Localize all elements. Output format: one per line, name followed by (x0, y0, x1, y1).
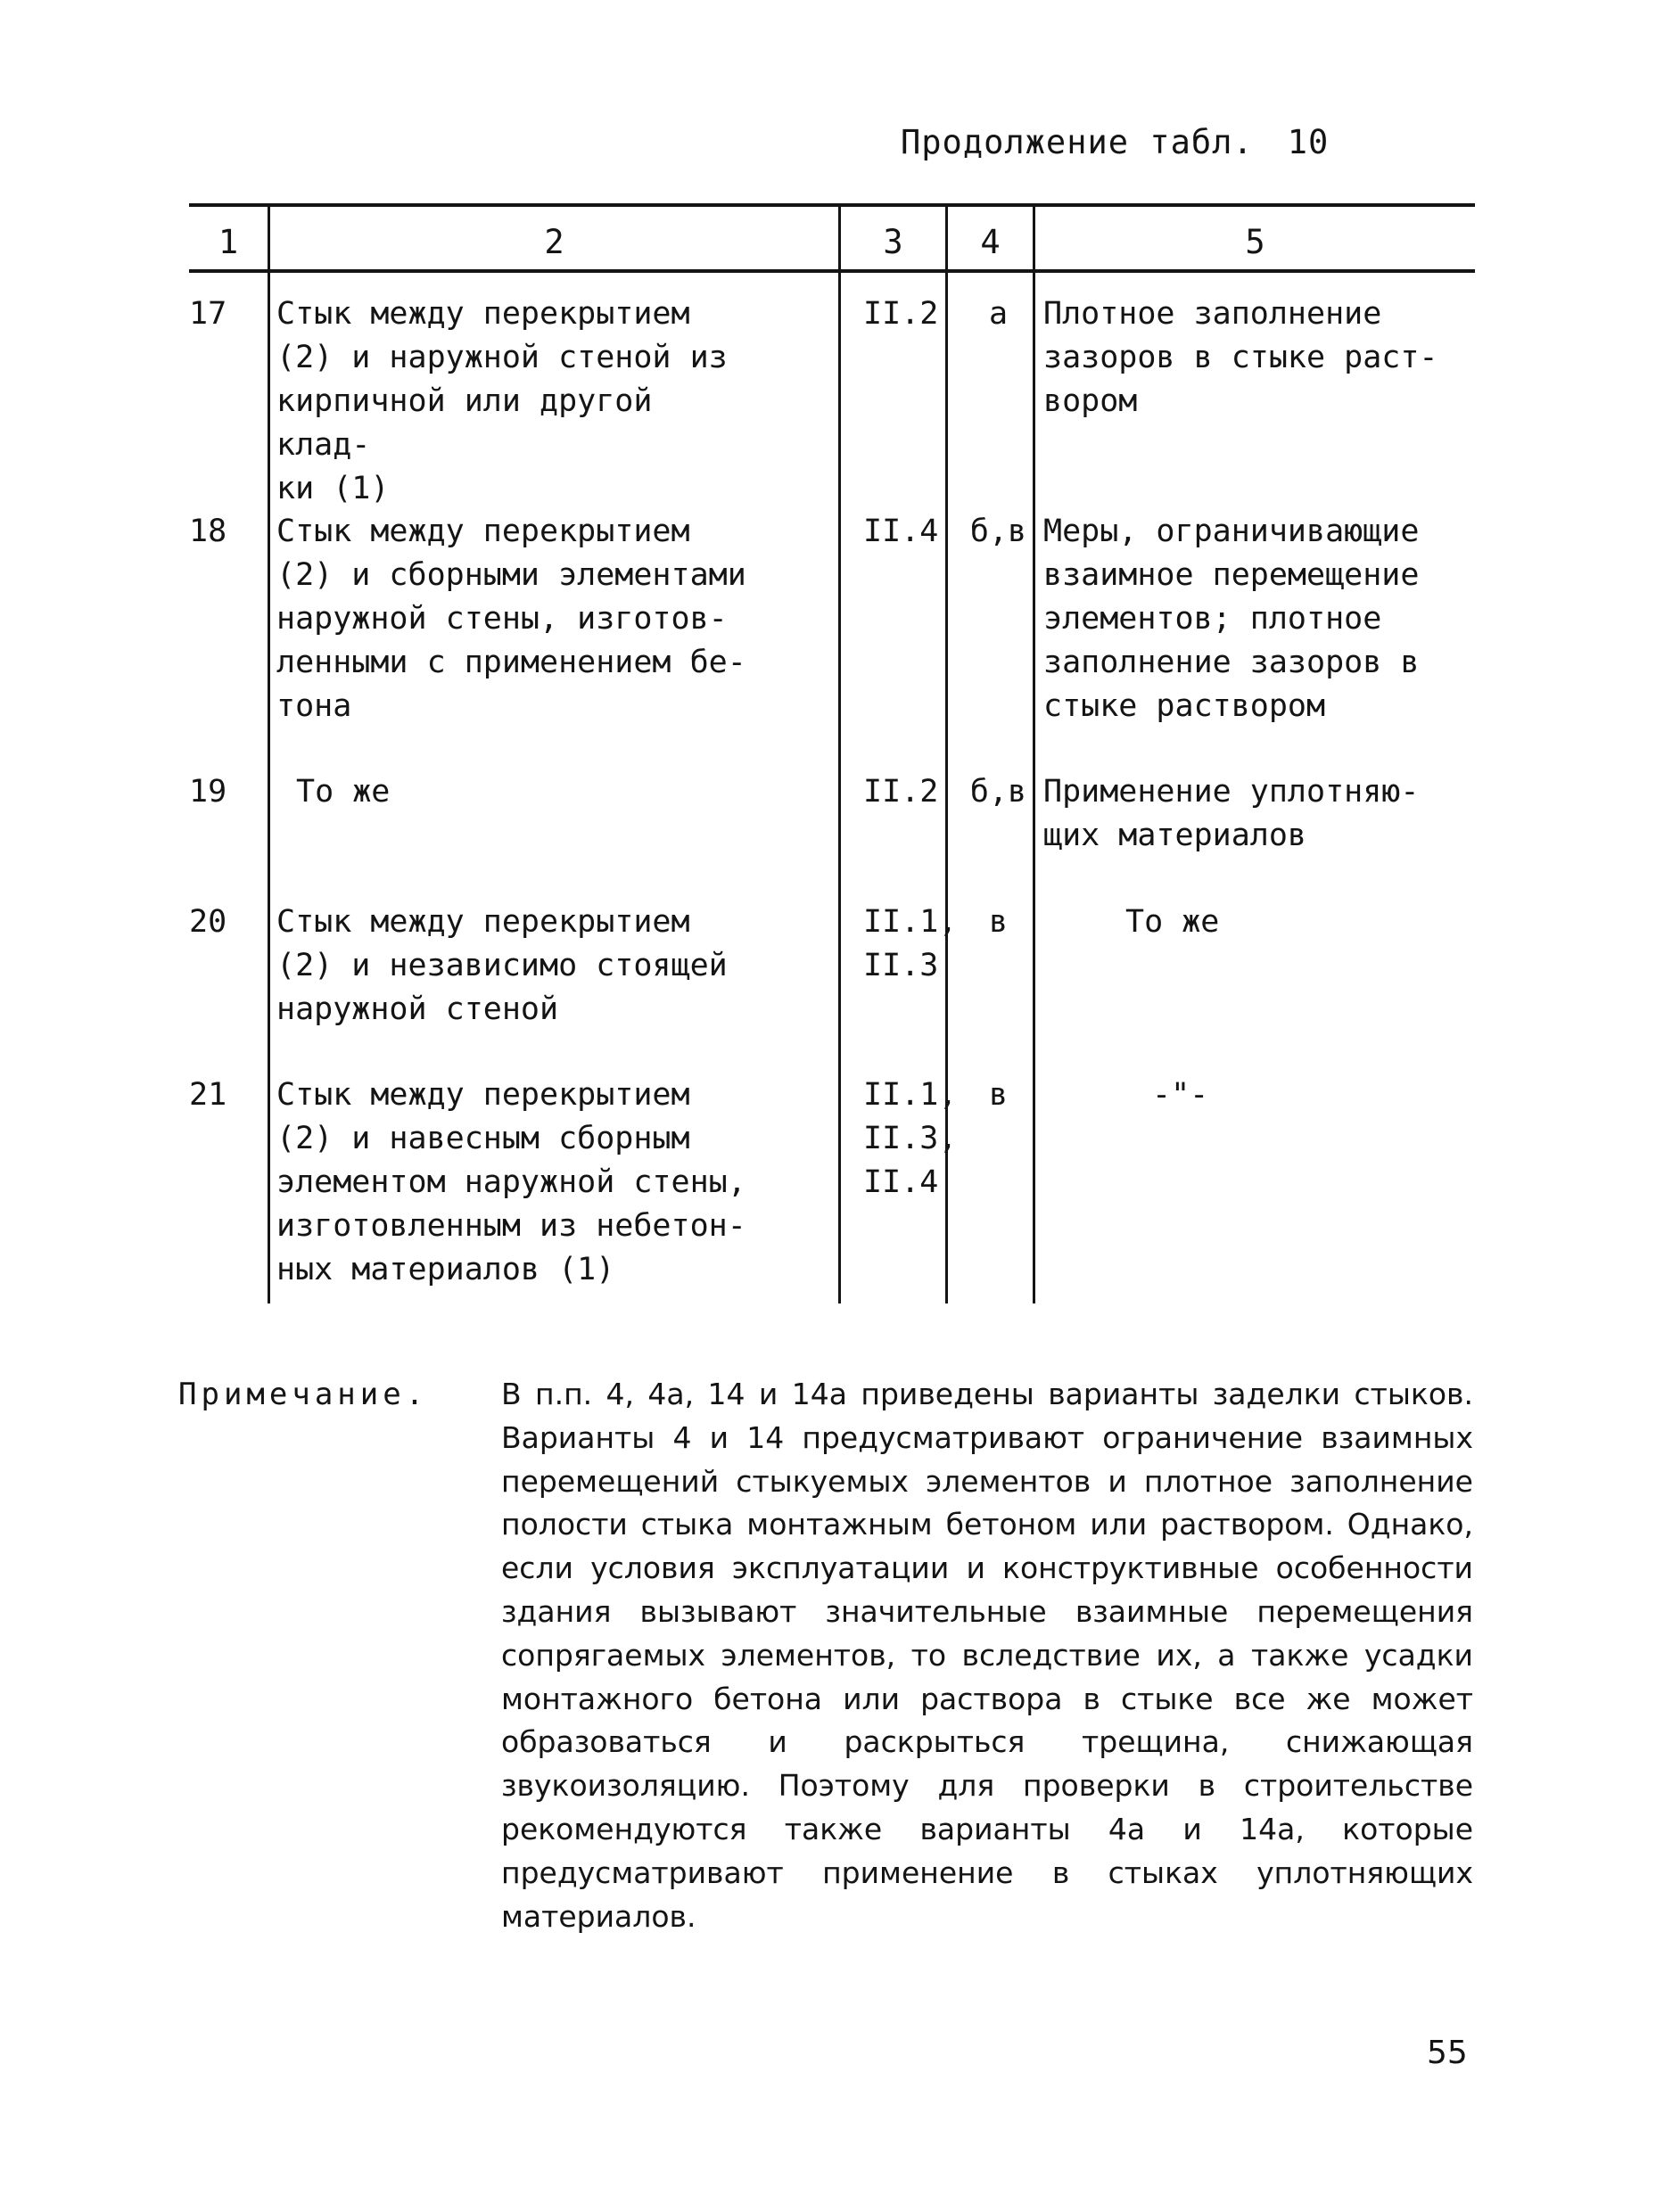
measures: Применение уплотняю- щих материалов (1043, 774, 1420, 853)
reference: II.1, II.3, II.4 (863, 1077, 958, 1200)
header-col-5: 5 (1245, 223, 1265, 261)
row-number: 18 (189, 514, 227, 549)
note-label: Примечание. (178, 1377, 429, 1412)
measures: Меры, ограничивающие взаимное перемещение элементов; плотное заполнение зазоров в стыке раствором (1043, 514, 1420, 724)
joint-description: То же (296, 774, 391, 810)
row-number: 19 (189, 774, 227, 810)
row-number: 17 (189, 296, 227, 332)
reference: II.2 (863, 774, 939, 810)
caption-text: Продолжение табл. (901, 123, 1254, 161)
page-number: 55 (1427, 2035, 1468, 2071)
column-divider-2 (838, 203, 841, 1303)
joint-description: Стык между перекрытием (2) и навесным сборным элементом наружной стены, изготовленным из небетон- ных материалов (1) (276, 1077, 746, 1287)
header-col-4: 4 (980, 223, 1001, 261)
column-divider-4 (1033, 203, 1035, 1303)
variant: в (988, 904, 1009, 940)
row-number: 20 (189, 904, 227, 940)
reference: II.2 (863, 296, 939, 332)
measures: -"- (1152, 1077, 1209, 1113)
joint-description: Стык между перекрытием (2) и сборными элементами наружной стены, изготов- ленными с применением бе- тона (276, 514, 746, 724)
note-text: В п.п. 4, 4а, 14 и 14а приведены варианты заделки стыков. Варианты 4 и 14 предусматривают ограничение взаимных перемещений стыкуемых элементов и плотное заполнение полости стыка монтажным бетоном или раствором. Однако, если условия эксплуатации и конструктивные особенности здания вызывают значительные взаимные перемещения сопрягаемых элементов, то вследствие их, а также усадки монтажного бетона или раствора в стыке все же может образоваться и раскрыться трещина, снижающая звукоизоляцию. Поэтому для проверки в строительстве рекомендуются также варианты 4а и 14а, которые предусматривают применение в стыках уплотняющих материалов. (501, 1377, 1473, 1934)
caption-table-number: 10 (1287, 123, 1330, 161)
reference: II.1, II.3 (863, 904, 958, 983)
table-header-rule (189, 269, 1475, 273)
joint-description: Стык между перекрытием (2) и независимо стоящей наружной стеной (276, 904, 728, 1027)
table-top-rule (189, 203, 1475, 207)
measures: Плотное заполнение зазоров в стыке раст- вором (1043, 296, 1438, 419)
reference: II.4 (863, 514, 939, 549)
joint-description: Стык между перекрытием (2) и наружной стеной из кирпичной или другой клад- ки (1) (276, 296, 728, 506)
header-col-3: 3 (883, 223, 903, 261)
column-divider-1 (268, 203, 270, 1303)
variant: в (988, 1077, 1009, 1113)
variant: а (988, 296, 1009, 332)
measures: То же (1125, 904, 1220, 940)
row-number: 21 (189, 1077, 227, 1113)
header-col-1: 1 (218, 223, 239, 261)
table-caption (901, 123, 1329, 161)
variant: б,в (969, 774, 1027, 810)
header-col-2: 2 (544, 223, 564, 261)
variant: б,в (969, 514, 1027, 549)
